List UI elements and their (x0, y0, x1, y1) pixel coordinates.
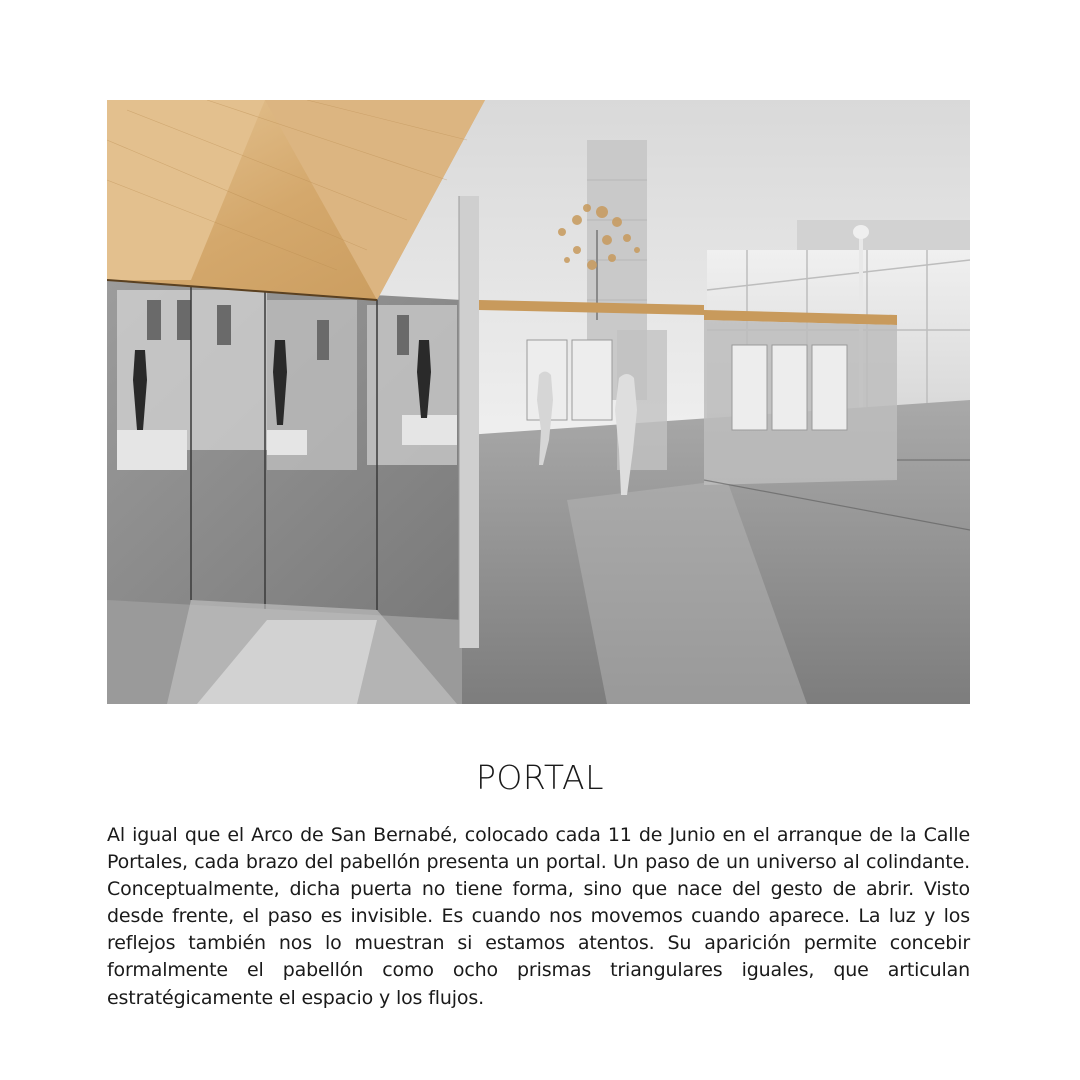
render-illustration (107, 100, 970, 704)
description-paragraph: Al igual que el Arco de San Bernabé, colocado cada 11 de Junio en el arranque de la Calle Portales, cada brazo del pabellón presenta un portal. Un paso de un universo al colindante. Conceptualmente, dicha puerta no tiene forma, sino que nace del gesto de abrir. Visto desde frente, el paso es invisible. Es cuando nos movemos cuando aparece. La luz y los reflejos también nos lo muestran si estamos atentos. Su aparición permite concebir formalmente el pabellón como ocho prismas triangulares iguales, que articulan estratégicamente el espacio y los flujos. (107, 824, 970, 1009)
page-title: PORTAL (476, 758, 604, 797)
pavilion-render-image (107, 100, 970, 704)
